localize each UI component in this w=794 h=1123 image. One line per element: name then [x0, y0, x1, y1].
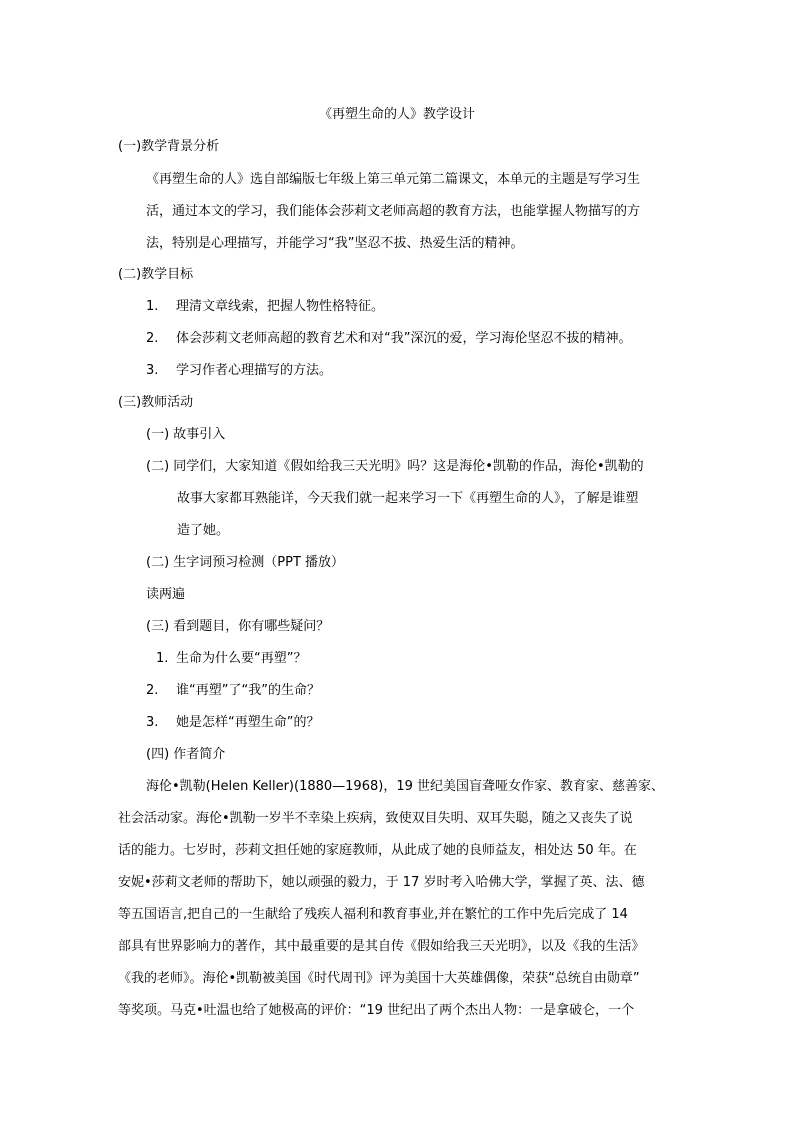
heading-goals: (二)教学目标 [118, 267, 194, 282]
activity-subheading: (四) 作者简介 [146, 747, 226, 762]
bio-line: 社会活动家。海伦•凯勒一岁半不幸染上疾病，致使双目失明、双耳失聪，随之又丧失了说 [118, 811, 633, 826]
question-number: 2. [146, 683, 159, 698]
document-title: 《再塑生命的人》教学设计 [318, 107, 475, 122]
bio-line: 《我的老师》。海伦•凯勒被美国《时代周刊》评为美国十大英雄偶像，荣获“总统自由勋章” [118, 971, 640, 986]
question-text: 生命为什么要“再塑”？ [176, 651, 307, 666]
activity-paragraph-line: (二) 同学们，大家知道《假如给我三天光明》吗？这是海伦•凯勒的作品，海伦•凯勒的 [146, 459, 644, 474]
heading-background: (一)教学背景分析 [118, 139, 220, 154]
paragraph-line: 活，通过本文的学习，我们能体会莎莉文老师高超的教育方法，也能掌握人物描写的方 [146, 204, 641, 219]
activity-subheading: (一) 故事引入 [146, 427, 226, 442]
goal-number: 2. [146, 331, 159, 346]
bio-line: 安妮•莎莉文老师的帮助下，她以顽强的毅力，于 17 岁时考入哈佛大学，掌握了英、法、德 [118, 875, 645, 890]
goal-text: 学习作者心理描写的方法。 [176, 363, 333, 378]
question-text: 谁“再塑”了“我”的生命？ [176, 683, 320, 698]
goal-number: 1. [146, 299, 159, 314]
activity-subheading: (三) 看到题目，你有哪些疑问？ [146, 619, 330, 634]
goal-number: 3. [146, 363, 159, 378]
activity-subheading: (二) 生字词预习检测（PPT 播放） [146, 555, 345, 570]
activity-paragraph-line: 造了她。 [177, 523, 230, 538]
bio-line: 等奖项。马克•吐温也给了她极高的评价：“19 世纪出了两个杰出人物：一是拿破仑，一个 [118, 1003, 635, 1018]
heading-activities: (三)教师活动 [118, 395, 194, 410]
bio-line: 海伦•凯勒(Helen Keller)(1880—1968)，19 世纪美国盲聋哑女作家、教育家、慈善家、 [146, 779, 664, 794]
activity-paragraph-line: 故事大家都耳熟能详，今天我们就一起来学习一下《再塑生命的人》，了解是谁塑 [177, 491, 639, 506]
bio-line: 话的能力。七岁时，莎莉文担任她的家庭教师，从此成了她的良师益友，相处达 50 年。在 [118, 843, 637, 858]
goal-text: 体会莎莉文老师高超的教育艺术和对“我”深沉的爱，学习海伦坚忍不拔的精神。 [176, 331, 632, 346]
question-number: 3. [146, 715, 159, 730]
question-text: 她是怎样“再塑生命”的？ [176, 715, 320, 730]
question-number: 1. [156, 651, 169, 666]
bio-line: 部具有世界影响力的著作，其中最重要的是其自传《假如给我三天光明》，以及《我的生活》 [118, 939, 645, 954]
bio-line: 等五国语言,把自己的一生献给了残疾人福利和教育事业,并在繁忙的工作中先后完成了 14 [118, 907, 628, 922]
goal-text: 理清文章线索，把握人物性格特征。 [176, 299, 385, 314]
read-twice-text: 读两遍 [146, 587, 186, 602]
paragraph-line: 《再塑生命的人》选自部编版七年级上第三单元第二篇课文，本单元的主题是写学习生 [146, 172, 641, 187]
paragraph-line: 法，特别是心理描写，并能学习“我”坚忍不拔、热爱生活的精神。 [146, 236, 524, 251]
